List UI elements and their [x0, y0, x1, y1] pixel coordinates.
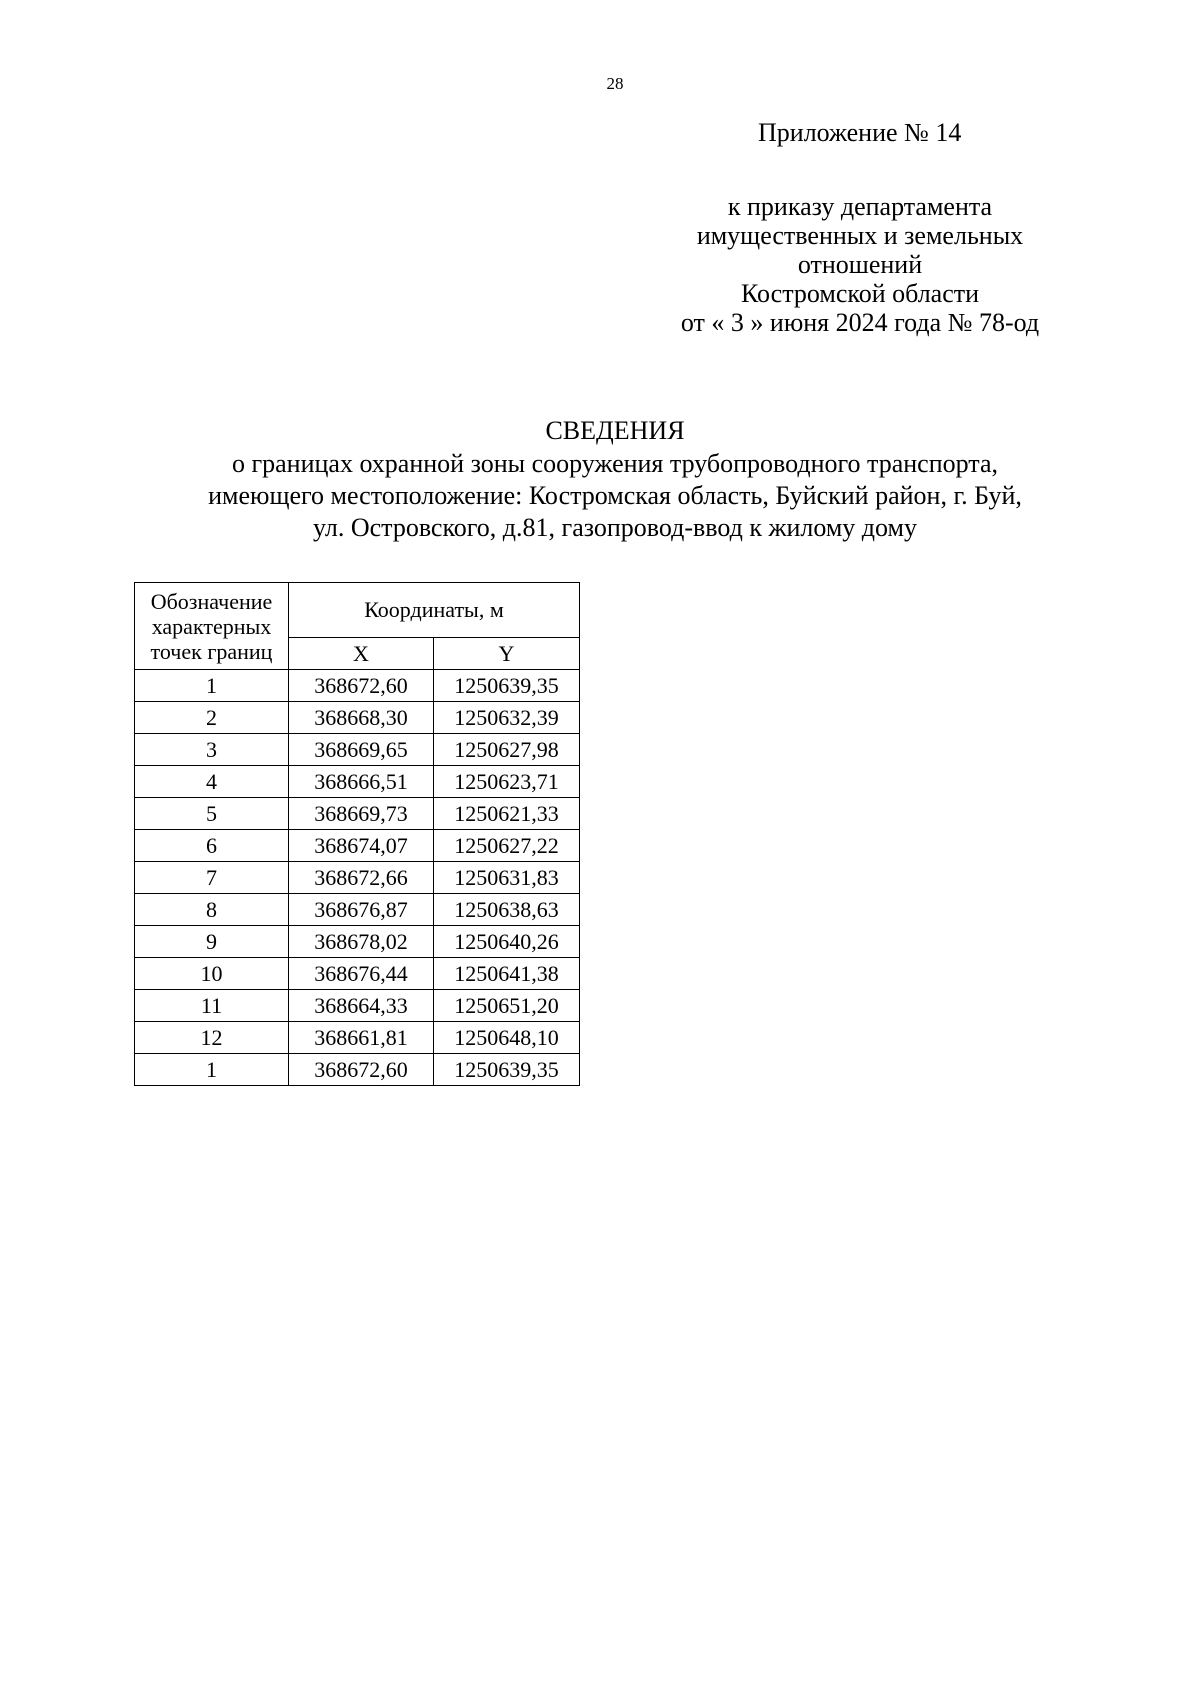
table-row [135, 1022, 580, 1054]
point-cell: 2 [135, 702, 289, 734]
point-cell: 1 [135, 670, 289, 702]
y-coordinate-cell: 1250623,71 [434, 766, 580, 798]
table-row [135, 734, 580, 766]
point-cell: 5 [135, 798, 289, 830]
x-coordinate-cell: 368672,60 [289, 670, 434, 702]
heading-line-1: о границах охранной зоны сооружения трубопроводного транспорта, [231, 449, 999, 478]
x-coordinate-cell: 368664,33 [289, 990, 434, 1022]
header-coordinates: Координаты, м [289, 583, 580, 638]
heading-line-2: имеющего местоположение: Костромская область, Буйский район, г. Буй, [208, 481, 1022, 510]
x-coordinate-cell: 368672,60 [289, 1054, 434, 1086]
x-coordinate-cell: 368676,44 [289, 958, 434, 990]
page-number: 28 [606, 74, 624, 93]
table-row [135, 766, 580, 798]
order-reference [640, 192, 1080, 337]
table-row [135, 798, 580, 830]
table-row [135, 830, 580, 862]
document-title: СВЕДЕНИЯ [545, 416, 685, 445]
table-row [135, 862, 580, 894]
point-cell: 6 [135, 830, 289, 862]
x-coordinate-cell: 368676,87 [289, 894, 434, 926]
point-cell: 4 [135, 766, 289, 798]
table-row [135, 990, 580, 1022]
order-line-5: от « 3 » июня 2024 года № 78-од [680, 308, 1040, 337]
y-coordinate-cell: 1250632,39 [434, 702, 580, 734]
x-coordinate-cell: 368661,81 [289, 1022, 434, 1054]
point-cell: 12 [135, 1022, 289, 1054]
order-line-4: Костромской области [740, 279, 980, 308]
appendix-title: Приложение № 14 [758, 118, 962, 147]
order-line-3: отношений [797, 250, 923, 279]
x-coordinate-cell: 368678,02 [289, 926, 434, 958]
y-coordinate-cell: 1250627,22 [434, 830, 580, 862]
coordinates-table [134, 582, 580, 1086]
table-row [135, 702, 580, 734]
point-cell: 3 [135, 734, 289, 766]
point-cell: 11 [135, 990, 289, 1022]
y-coordinate-cell: 1250621,33 [434, 798, 580, 830]
heading-line-3: ул. Островского, д.81, газопровод-ввод к жилому дому [312, 513, 917, 542]
x-coordinate-cell: 368669,73 [289, 798, 434, 830]
point-cell: 7 [135, 862, 289, 894]
point-cell: 8 [135, 894, 289, 926]
y-coordinate-cell: 1250648,10 [434, 1022, 580, 1054]
table-row [135, 926, 580, 958]
x-coordinate-cell: 368666,51 [289, 766, 434, 798]
document-heading [0, 415, 1200, 544]
header-x: X [289, 638, 434, 670]
point-cell: 9 [135, 926, 289, 958]
table-row [135, 958, 580, 990]
order-line-2: имущественных и земельных [696, 221, 1024, 250]
point-cell: 10 [135, 958, 289, 990]
x-coordinate-cell: 368669,65 [289, 734, 434, 766]
y-coordinate-cell: 1250638,63 [434, 894, 580, 926]
header-point: Обозначение характерных точек границ [135, 583, 289, 670]
table-row [135, 1054, 580, 1086]
y-coordinate-cell: 1250639,35 [434, 1054, 580, 1086]
x-coordinate-cell: 368672,66 [289, 862, 434, 894]
table-row [135, 894, 580, 926]
y-coordinate-cell: 1250627,98 [434, 734, 580, 766]
y-coordinate-cell: 1250651,20 [434, 990, 580, 1022]
header-y: Y [434, 638, 580, 670]
y-coordinate-cell: 1250631,83 [434, 862, 580, 894]
x-coordinate-cell: 368674,07 [289, 830, 434, 862]
order-line-1: к приказу департамента [727, 192, 993, 221]
x-coordinate-cell: 368668,30 [289, 702, 434, 734]
y-coordinate-cell: 1250639,35 [434, 670, 580, 702]
point-cell: 1 [135, 1054, 289, 1086]
table-row [135, 670, 580, 702]
y-coordinate-cell: 1250640,26 [434, 926, 580, 958]
y-coordinate-cell: 1250641,38 [434, 958, 580, 990]
